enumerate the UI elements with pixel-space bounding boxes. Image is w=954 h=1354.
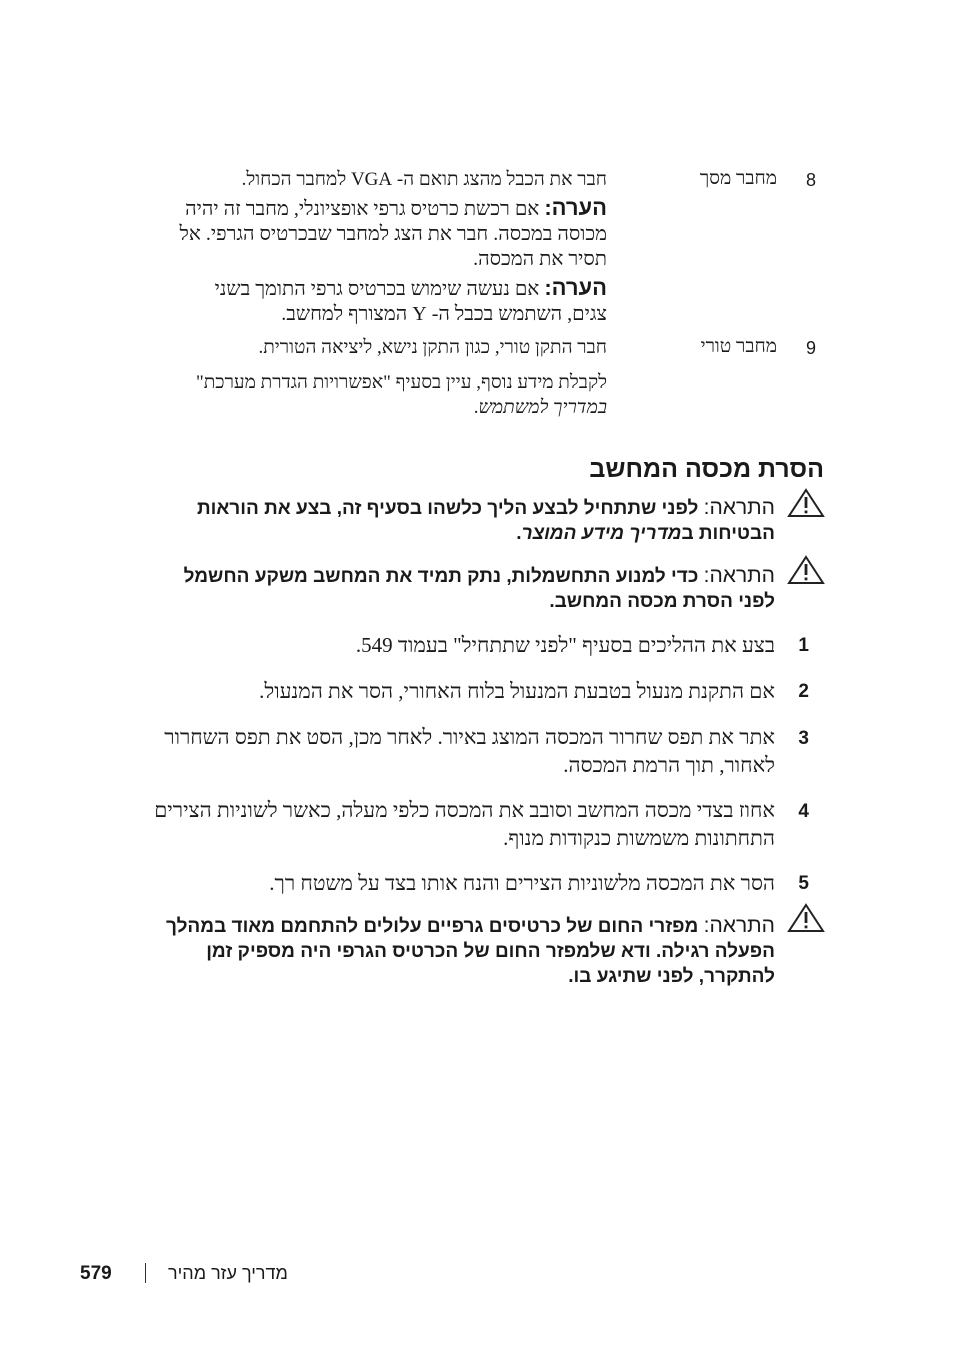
footer-title: מדריך עזר מהיר (168, 1263, 288, 1283)
caution-2 (75, 563, 775, 614)
row-8-name: מחבר מסך (699, 168, 777, 189)
caution-1-label: התראה: (703, 496, 775, 519)
step-2-number: 2 (798, 681, 809, 702)
step-4-number: 4 (798, 801, 809, 822)
note-2-label: הערה: (544, 275, 607, 300)
step-4-text (75, 796, 775, 852)
step-1-number: 1 (798, 635, 809, 656)
caution-icon (787, 488, 825, 518)
caution-3 (75, 913, 775, 989)
step-3-line-1: אתר את תפס שחרור המכסה המוצג באיור. לאחר מכן, הסט את תפס השחרור (164, 725, 775, 749)
note-1-label: הערה: (544, 195, 607, 220)
step-5-text: הסר את המכסה מלשוניות הצירים והנח אותו בצד על משטח רך. (269, 871, 775, 895)
caution-3-line-1: מפזרי החום של כרטיסים גרפיים עלולים להתחמם מאוד במהלך (166, 916, 699, 937)
step-4-line-1: אחוז בצדי מכסה המחשב וסובב את המכסה כלפי מעלה, כאשר לשוניות הצירים (154, 798, 775, 822)
caution-icon (787, 903, 825, 933)
caution-1-line-1: לפני שתתחיל לבצע הליך כלשהו בסעיף זה, בצע את הוראות (196, 498, 699, 519)
more-info-text (87, 370, 607, 420)
note-2-line-1: אם נעשה שימוש בכרטיס גרפי התומך בשני (214, 278, 540, 300)
note-1-line-1: אם רכשת כרטיס גרפי אופציונלי, מחבר זה יהיה (185, 198, 540, 220)
caution-2-label: התראה: (703, 564, 775, 587)
note-2 (87, 275, 607, 327)
caution-icon (787, 555, 825, 585)
step-1-text: בצע את ההליכים בסעיף "לפני שתתחיל" בעמוד 549. (355, 633, 775, 657)
caution-1 (75, 495, 775, 546)
note-1-line-2: מכוסה במכסה. חבר את הצג למחבר שבכרטיס הגרפי. אל (179, 223, 607, 245)
footer-separator (145, 1263, 146, 1283)
step-2-text: אם התקנת מנעול בטבעת המנעול בלוח האחורי, הסר את המנעול. (259, 679, 775, 703)
caution-3-line-2: הפעלה רגילה. ודא שלמפזר החום של הכרטיס הגרפי היה מספיק זמן (206, 941, 775, 962)
note-1 (87, 195, 607, 272)
caution-3-line-3: להתקרר, לפני שתיגע בו. (568, 966, 775, 987)
caution-1-period: . (516, 523, 522, 544)
row-8-number: 8 (805, 170, 816, 190)
row-8-description: חבר את הכבל מהצג תואם ה- VGA למחבר הכחול. (241, 169, 607, 190)
caution-2-line-2: לפני הסרת מכסה המחשב. (549, 591, 775, 612)
step-3-text (75, 723, 775, 779)
more-info-period: . (473, 397, 479, 418)
row-9-number: 9 (805, 338, 816, 358)
step-4-line-2: התחתונות משמשות כנקודות מנוף. (503, 826, 775, 850)
section-title: הסרת מכסה המחשב (589, 455, 824, 483)
row-9-description: חבר התקן טורי, כגון התקן נישא, ליציאה הטורית. (258, 337, 607, 358)
caution-1-line-2-start: הבטיחות ב (681, 523, 775, 544)
step-3-line-2: לאחור, תוך הרמת המכסה. (563, 753, 775, 777)
note-1-line-3: תסיר את המכסה. (473, 248, 607, 270)
caution-2-line-1: כדי למנוע התחשמלות, נתק תמיד את המחשב משקע החשמל (183, 566, 699, 587)
page-number: 579 (80, 1263, 112, 1284)
row-9-name: מחבר טורי (700, 336, 777, 357)
step-3-number: 3 (798, 728, 809, 749)
caution-3-label: התראה: (703, 914, 775, 937)
caution-1-product-guide: מדריך מידע המוצר (521, 523, 682, 544)
more-info-user-guide: במדריך למשתמש (478, 397, 607, 418)
more-info-line-1: לקבלת מידע נוסף, עיין בסעיף "אפשרויות הגדרת מערכת" (195, 372, 607, 393)
step-5-number: 5 (798, 873, 809, 894)
note-2-line-2: צגים, השתמש בכבל ה- Y המצורף למחשב. (281, 303, 607, 325)
